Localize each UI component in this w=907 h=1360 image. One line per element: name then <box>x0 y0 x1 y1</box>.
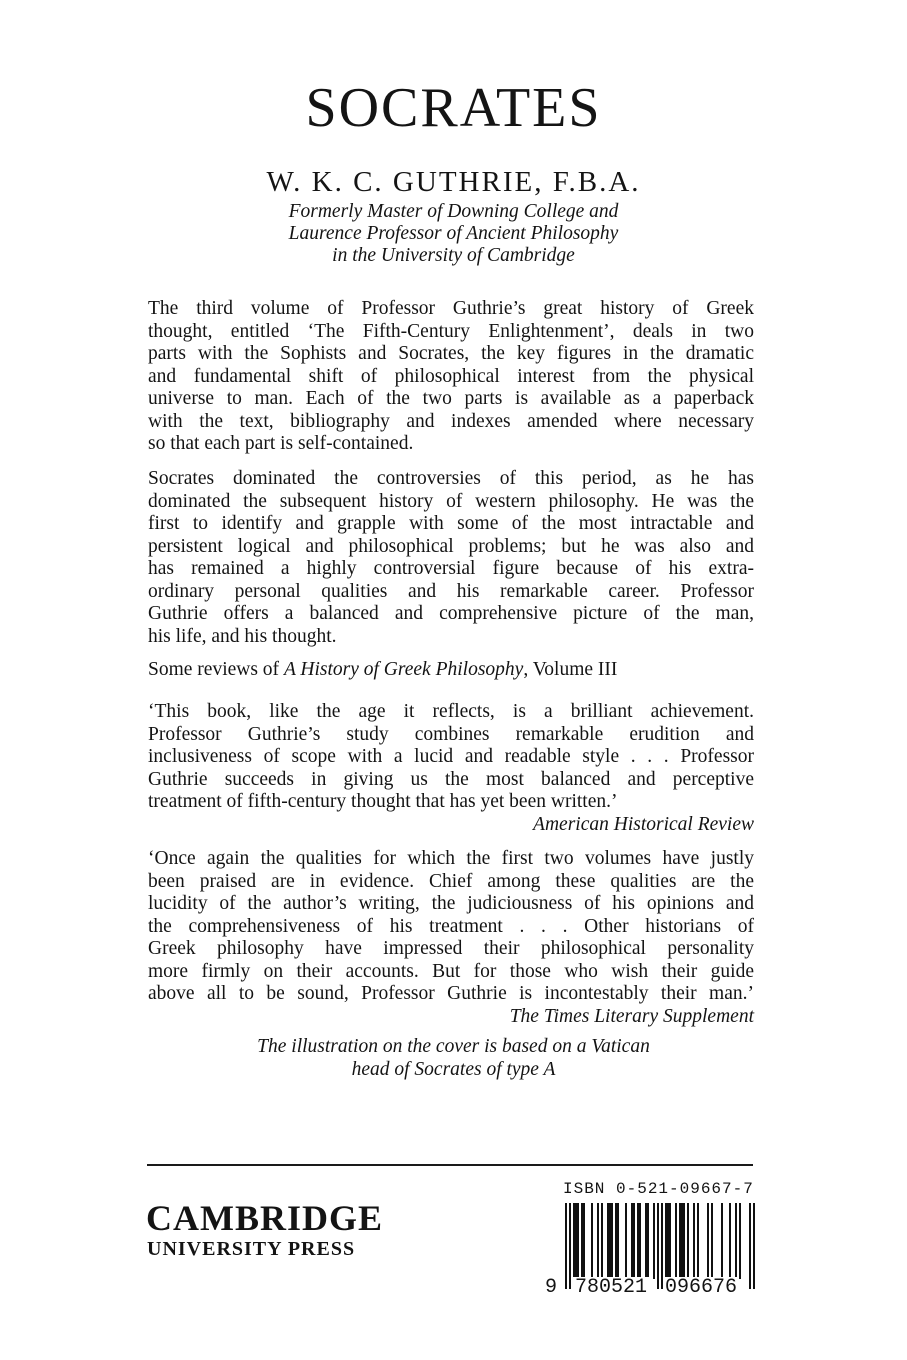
text-line: Greek philosophy have impressed their philosophical personality <box>148 938 754 959</box>
review-american-historical <box>148 701 754 836</box>
text-line: thought, entitled ‘The Fifth-Century Enlightenment’, deals in two <box>148 320 754 342</box>
text-line: The third volume of Professor Guthrie’s great history of Greek <box>148 298 754 319</box>
barcode-bar <box>707 1203 709 1279</box>
barcode <box>545 1203 755 1308</box>
text-line: parts with the Sophists and Socrates, the key figures in the dramatic <box>148 343 754 364</box>
affiliation-line: Laurence Professor of Ancient Philosophy <box>288 223 619 244</box>
text-line: inclusiveness of scope with a lucid and readable style . . . Professor <box>148 746 754 767</box>
text-line: Guthrie offers a balanced and comprehensive picture of the man, <box>148 603 754 624</box>
review-source: American Historical Review <box>533 813 754 835</box>
cover-illustration-note <box>0 1036 907 1081</box>
text-line: universe to man. Each of the two parts is available as a paperback <box>148 388 754 409</box>
barcode-right-digits: 096676 <box>665 1276 738 1299</box>
text-line: Socrates dominated the controversies of this period, as he has <box>148 468 754 489</box>
text-line: ordinary personal qualities and his remarkable career. Professor <box>148 580 754 602</box>
text-line: first to identify and grapple with some of the most intractable and <box>148 513 754 534</box>
reviews-intro-book-title: A History of Greek Philosophy <box>283 659 524 680</box>
publisher-logo-subtitle: UNIVERSITY PRESS <box>147 1238 356 1260</box>
text-line: persistent logical and philosophical problems; but he was also and <box>148 535 754 557</box>
book-title: SOCRATES <box>305 77 602 139</box>
barcode-bar <box>697 1203 699 1279</box>
text-line: and fundamental shift of philosophical interest from the physical <box>148 365 754 387</box>
text-line: has remained a highly controversial figure because of his extra- <box>148 558 754 579</box>
text-line: Guthrie succeeds in giving us the most balanced and perceptive <box>148 768 754 790</box>
review-times-literary <box>148 848 754 1028</box>
description-paragraph-1 <box>148 298 754 456</box>
text-line: treatment of fifth-century thought that has yet been written.’ <box>148 791 618 812</box>
text-line <box>148 659 754 682</box>
barcode-bar <box>631 1203 635 1279</box>
barcode-bar <box>679 1203 685 1279</box>
barcode-bar <box>645 1203 649 1279</box>
barcode-bar <box>569 1203 571 1289</box>
text-line: been praised are in evidence. Chief among these qualities are the <box>148 870 754 892</box>
barcode-left-digits: 780521 <box>575 1276 648 1299</box>
reviews-intro-suffix: , Volume III <box>523 659 618 680</box>
author-affiliation <box>0 201 907 267</box>
text-line: with the text, bibliography and indexes amended where necessary <box>148 410 754 432</box>
barcode-bar <box>735 1203 737 1279</box>
barcode-lead-digit: 9 <box>545 1276 558 1299</box>
barcode-bar <box>625 1203 627 1279</box>
divider <box>147 1164 753 1166</box>
barcode-bar <box>749 1203 751 1289</box>
barcode-bar <box>665 1203 671 1279</box>
text-line: the comprehensiveness of his treatment . . . Other historians of <box>148 915 754 937</box>
affiliation-line: in the University of Cambridge <box>332 245 575 266</box>
isbn-label: ISBN 0-521-09667-7 <box>563 1180 754 1198</box>
barcode-bar <box>615 1203 619 1279</box>
barcode-bar <box>601 1203 603 1279</box>
barcode-bar <box>721 1203 723 1279</box>
text-line: head of Socrates of type A <box>351 1058 556 1080</box>
barcode-bar <box>597 1203 599 1279</box>
barcode-bar <box>637 1203 641 1279</box>
reviews-intro-prefix: Some reviews of <box>148 659 284 680</box>
text-line: ‘Once again the qualities for which the first two volumes have justly <box>148 848 754 869</box>
barcode-bar <box>753 1203 755 1289</box>
text-line: more firmly on their accounts. But for those who wish their guide <box>148 960 754 982</box>
text-line: ‘This book, like the age it reflects, is a brilliant achievement. <box>148 701 754 722</box>
affiliation-line: Formerly Master of Downing College and <box>288 201 619 222</box>
barcode-bar <box>687 1203 689 1279</box>
description-paragraph-2 <box>148 468 754 648</box>
barcode-bar <box>729 1203 731 1279</box>
barcode-bar <box>581 1203 585 1279</box>
text-line: above all to be sound, Professor Guthrie is incontestably their man.’ <box>148 983 754 1004</box>
text-line: Professor Guthrie’s study combines remarkable erudition and <box>148 723 754 745</box>
text-line: The illustration on the cover is based on a Vatican <box>257 1036 650 1057</box>
text-line: so that each part is self-contained. <box>148 433 414 454</box>
barcode-bar <box>739 1203 741 1279</box>
barcode-bar <box>653 1203 655 1279</box>
barcode-bar <box>565 1203 567 1289</box>
review-source: The Times Literary Supplement <box>509 1005 754 1027</box>
barcode-bar <box>675 1203 677 1279</box>
barcode-bar <box>657 1203 659 1289</box>
barcode-bar <box>711 1203 713 1279</box>
text-line: dominated the subsequent history of western philosophy. He was the <box>148 490 754 512</box>
text-line: his life, and his thought. <box>148 625 337 647</box>
barcode-bar <box>693 1203 695 1279</box>
text-line: lucidity of the author’s writing, the judiciousness of his opinions and <box>148 893 754 914</box>
barcode-bar <box>573 1203 579 1279</box>
publisher-logo-name: CAMBRIDGE <box>146 1198 384 1238</box>
author-name: W. K. C. GUTHRIE, F.B.A. <box>266 166 641 198</box>
reviews-intro <box>148 659 754 682</box>
barcode-bar <box>607 1203 613 1279</box>
barcode-bar <box>591 1203 593 1279</box>
